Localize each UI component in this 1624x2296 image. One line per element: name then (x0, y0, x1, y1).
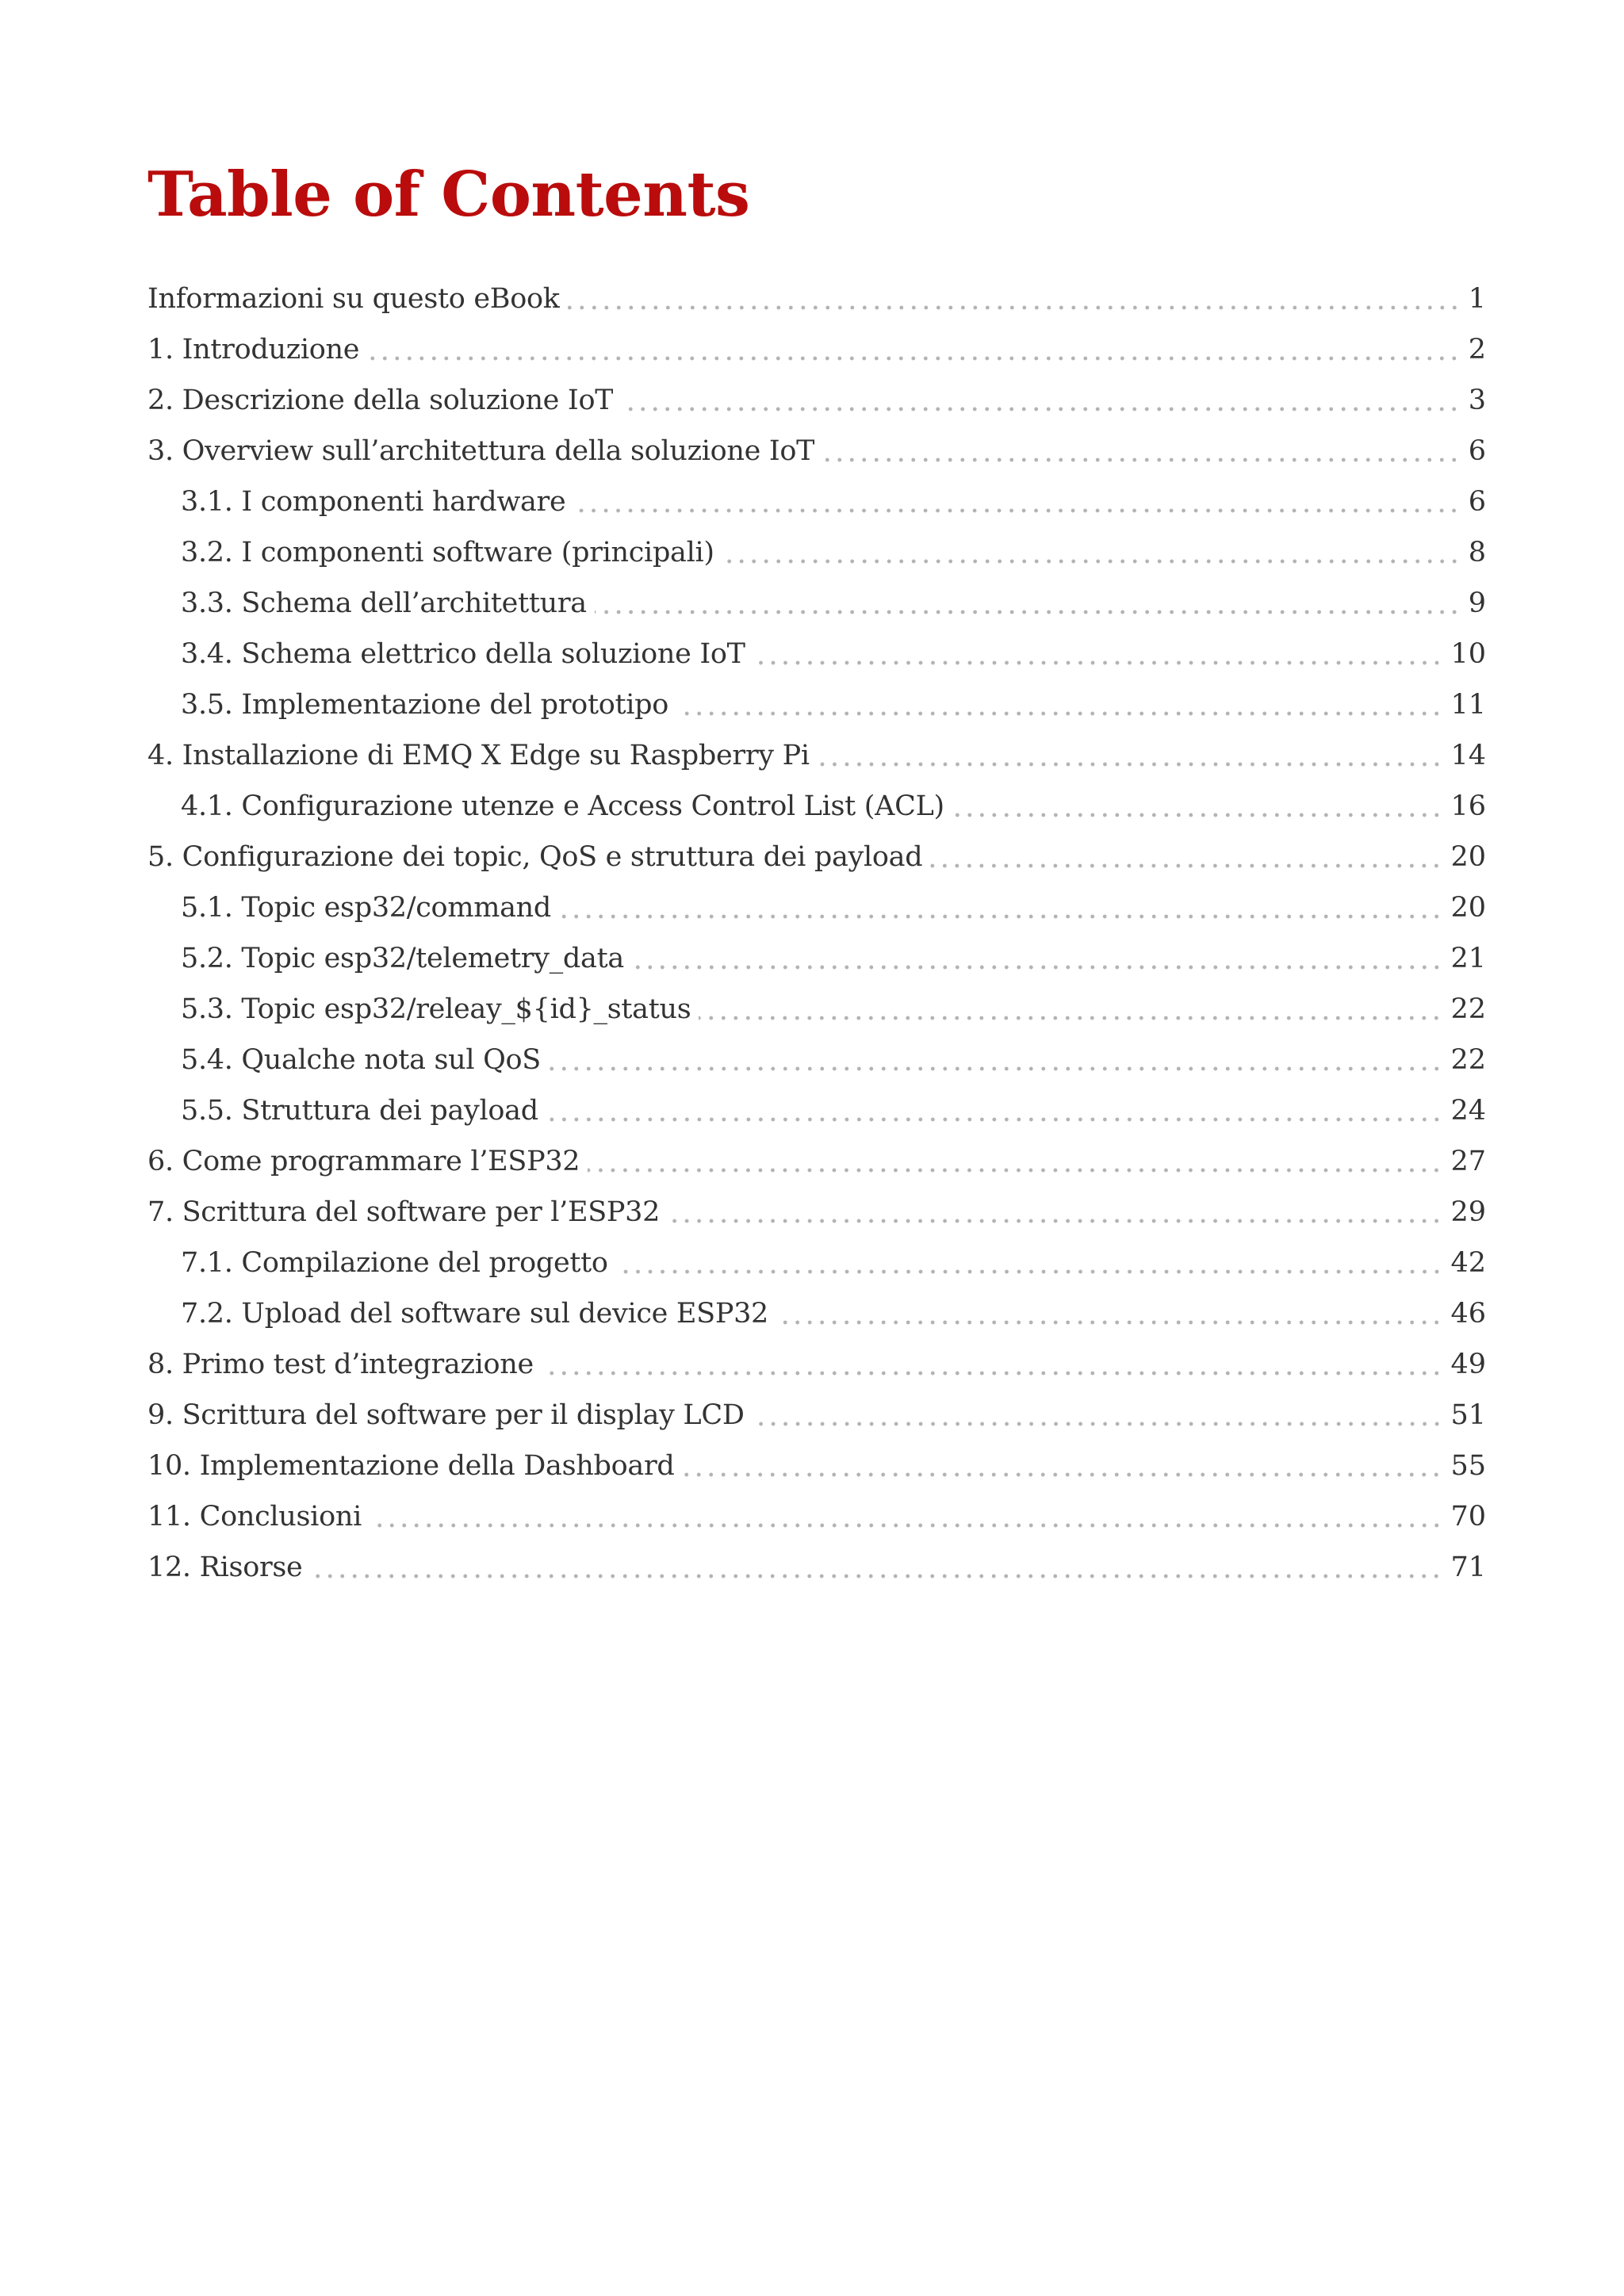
toc-entry-page-number[interactable]: 55 (1450, 1450, 1486, 1482)
toc-dot-leader (549, 1064, 1443, 1073)
toc-entry-label[interactable]: 3.3. Schema dell’architettura (181, 587, 587, 619)
toc-dot-leader (367, 354, 1461, 363)
toc-dot-leader (930, 861, 1442, 871)
toc-entry-label[interactable]: 12. Risorse (147, 1552, 303, 1583)
toc-dot-leader (616, 1267, 1443, 1276)
toc-entry[interactable] (147, 578, 1486, 629)
toc-dot-leader (776, 1318, 1442, 1327)
toc-entry[interactable] (147, 1238, 1486, 1288)
toc-dot-leader (546, 1115, 1443, 1124)
toc-entry[interactable] (147, 1085, 1486, 1136)
toc-dot-leader (542, 1368, 1443, 1378)
toc-list (147, 274, 1486, 1593)
toc-dot-leader (952, 810, 1443, 820)
toc-entry-page-number[interactable]: 10 (1450, 638, 1486, 670)
toc-entry-page-number[interactable]: 6 (1468, 435, 1486, 467)
toc-entry[interactable] (147, 1441, 1486, 1491)
toc-dot-leader (699, 1013, 1442, 1023)
toc-entry-page-number[interactable]: 42 (1450, 1247, 1486, 1279)
toc-entry-page-number[interactable]: 20 (1450, 841, 1486, 873)
toc-entry-page-number[interactable]: 22 (1450, 1044, 1486, 1076)
toc-entry-page-number[interactable]: 16 (1450, 790, 1486, 822)
toc-dot-leader (676, 709, 1442, 718)
toc-entry-page-number[interactable]: 14 (1450, 740, 1486, 771)
toc-entry-label[interactable]: 1. Introduzione (147, 334, 360, 365)
toc-entry[interactable] (147, 629, 1486, 679)
toc-entry-label[interactable]: 3.4. Schema elettrico della soluzione IoT (181, 638, 745, 670)
toc-entry[interactable] (147, 426, 1486, 476)
toc-entry-label[interactable]: 5.2. Topic esp32/telemetry_data (181, 943, 624, 974)
toc-entry-page-number[interactable]: 71 (1450, 1552, 1486, 1583)
toc-entry-label[interactable]: 5. Configurazione dei topic, QoS e struttura dei payload (147, 841, 923, 873)
toc-entry[interactable] (147, 933, 1486, 984)
toc-entry-label[interactable]: 8. Primo test d’integrazione (147, 1349, 534, 1380)
toc-entry-page-number[interactable]: 11 (1450, 689, 1486, 721)
toc-entry-label[interactable]: Informazioni su questo eBook (147, 283, 560, 315)
toc-entry-page-number[interactable]: 51 (1450, 1399, 1486, 1431)
toc-dot-leader (588, 1165, 1442, 1175)
toc-entry-label[interactable]: 4.1. Configurazione utenze e Access Control List (ACL) (181, 790, 944, 822)
toc-entry-label[interactable]: 5.4. Qualche nota sul QoS (181, 1044, 541, 1076)
toc-dot-leader (632, 962, 1443, 972)
toc-entry[interactable] (147, 984, 1486, 1035)
toc-entry[interactable] (147, 1288, 1486, 1339)
toc-entry-label[interactable]: 2. Descrizione della soluzione IoT (147, 385, 614, 416)
toc-entry-label[interactable]: 9. Scrittura del software per il display LCD (147, 1399, 745, 1431)
toc-entry-label[interactable]: 11. Conclusioni (147, 1501, 362, 1533)
toc-entry-page-number[interactable]: 1 (1468, 283, 1486, 315)
toc-entry-label[interactable]: 3.5. Implementazione del prototipo (181, 689, 669, 721)
toc-entry-page-number[interactable]: 3 (1468, 385, 1486, 416)
toc-entry-page-number[interactable]: 24 (1450, 1095, 1486, 1127)
toc-entry[interactable] (147, 730, 1486, 781)
toc-entry-label[interactable]: 5.1. Topic esp32/command (181, 892, 552, 924)
toc-entry-label[interactable]: 5.3. Topic esp32/releay_${id}_status (181, 993, 691, 1025)
toc-entry-page-number[interactable]: 22 (1450, 993, 1486, 1025)
toc-dot-leader (573, 506, 1460, 515)
toc-entry-label[interactable]: 7.1. Compilazione del progetto (181, 1247, 608, 1279)
toc-entry-page-number[interactable]: 46 (1450, 1298, 1486, 1330)
toc-entry-label[interactable]: 4. Installazione di EMQ X Edge su Raspberry Pi (147, 740, 810, 771)
toc-entry-page-number[interactable]: 29 (1450, 1196, 1486, 1228)
toc-entry-page-number[interactable]: 9 (1468, 587, 1486, 619)
toc-entry[interactable] (147, 324, 1486, 375)
toc-entry-label[interactable]: 7.2. Upload del software sul device ESP32 (181, 1298, 769, 1330)
toc-dot-leader (621, 404, 1460, 414)
toc-entry[interactable] (147, 274, 1486, 324)
toc-entry-page-number[interactable]: 20 (1450, 892, 1486, 924)
toc-entry[interactable] (147, 527, 1486, 578)
toc-entry-label[interactable]: 10. Implementazione della Dashboard (147, 1450, 675, 1482)
toc-dot-leader (668, 1216, 1442, 1226)
toc-entry[interactable] (147, 781, 1486, 832)
toc-dot-leader (595, 607, 1461, 617)
toc-dot-leader (559, 912, 1442, 921)
toc-entry-label[interactable]: 6. Come programmare l’ESP32 (147, 1146, 580, 1177)
toc-entry[interactable] (147, 1035, 1486, 1085)
toc-entry[interactable] (147, 1491, 1486, 1542)
toc-entry[interactable] (147, 882, 1486, 933)
toc-dot-leader (822, 455, 1461, 465)
toc-entry[interactable] (147, 476, 1486, 527)
toc-dot-leader (682, 1470, 1442, 1479)
toc-dot-leader (722, 557, 1461, 566)
toc-entry[interactable] (147, 1136, 1486, 1187)
toc-entry-label[interactable]: 3. Overview sull’architettura della soluzione IoT (147, 435, 815, 467)
toc-entry[interactable] (147, 1187, 1486, 1238)
toc-entry[interactable] (147, 832, 1486, 882)
toc-entry-page-number[interactable]: 70 (1450, 1501, 1486, 1533)
toc-entry-label[interactable]: 7. Scrittura del software per l’ESP32 (147, 1196, 661, 1228)
toc-title: Table of Contents (147, 159, 750, 231)
toc-dot-leader (568, 303, 1461, 312)
toc-entry-label[interactable]: 3.1. I componenti hardware (181, 486, 566, 518)
toc-entry-page-number[interactable]: 6 (1468, 486, 1486, 518)
toc-entry-page-number[interactable]: 21 (1450, 943, 1486, 974)
toc-entry[interactable] (147, 1542, 1486, 1593)
toc-entry-page-number[interactable]: 2 (1468, 334, 1486, 365)
toc-dot-leader (370, 1521, 1442, 1530)
toc-dot-leader (753, 658, 1443, 668)
toc-dot-leader (753, 1419, 1443, 1429)
toc-entry[interactable] (147, 679, 1486, 730)
toc-entry[interactable] (147, 1390, 1486, 1441)
toc-entry-page-number[interactable]: 27 (1450, 1146, 1486, 1177)
toc-entry-label[interactable]: 3.2. I componenti software (principali) (181, 537, 714, 568)
toc-entry[interactable] (147, 375, 1486, 426)
toc-dot-leader (818, 760, 1443, 769)
toc-entry-page-number[interactable]: 49 (1450, 1349, 1486, 1380)
toc-entry[interactable] (147, 1339, 1486, 1390)
toc-entry-page-number[interactable]: 8 (1468, 537, 1486, 568)
toc-dot-leader (310, 1571, 1442, 1581)
toc-entry-label[interactable]: 5.5. Struttura dei payload (181, 1095, 538, 1127)
